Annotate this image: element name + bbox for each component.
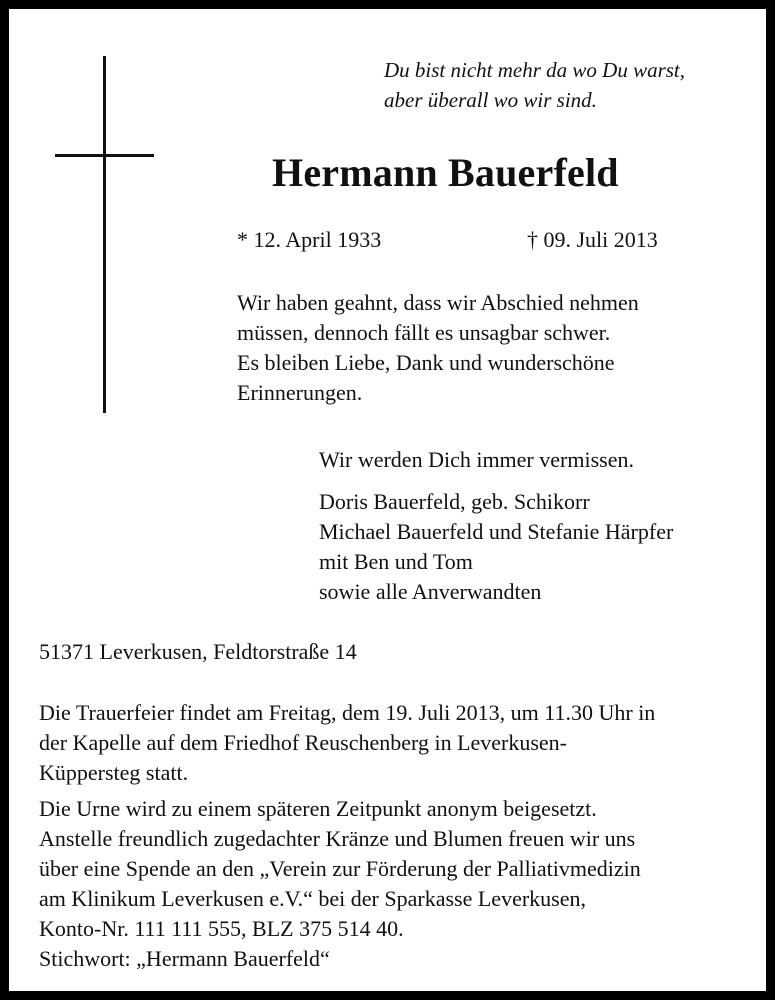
motto-line: Du bist nicht mehr da wo Du warst, bbox=[384, 58, 686, 82]
service-line: der Kapelle auf dem Friedhof Reuschenberg in Leverkusen- bbox=[39, 730, 568, 755]
address-line: 51371 Leverkusen, Feldtorstraße 14 bbox=[39, 639, 357, 664]
urn-info: Die Urne wird zu einem späteren Zeitpunkt anonym beigesetzt. bbox=[39, 796, 597, 821]
mourner-line: Michael Bauerfeld und Stefanie Härpfer bbox=[319, 519, 674, 544]
mourner-line: mit Ben und Tom bbox=[319, 549, 473, 574]
mourner-line: Doris Bauerfeld, geb. Schikorr bbox=[319, 489, 590, 514]
farewell-line: müssen, dennoch fällt es unsagbar schwer. bbox=[237, 320, 611, 345]
service-line: Küppersteg statt. bbox=[39, 760, 189, 785]
mourners-list bbox=[319, 487, 673, 607]
donation-line: Anstelle freundlich zugedachter Kränze und Blumen freuen wir uns bbox=[39, 826, 636, 851]
miss-line: Wir werden Dich immer vermissen. bbox=[319, 447, 634, 472]
motto-line: aber überall wo wir sind. bbox=[384, 88, 597, 112]
service-line: Die Trauerfeier findet am Freitag, dem 19. Juli 2013, um 11.30 Uhr in bbox=[39, 700, 656, 725]
donation-info bbox=[39, 824, 641, 974]
donation-line: Stichwort: „Hermann Bauerfeld“ bbox=[39, 946, 330, 971]
farewell-text bbox=[237, 288, 639, 408]
donation-line: Konto-Nr. 111 111 555, BLZ 375 514 40. bbox=[39, 916, 404, 941]
deceased-name: Hermann Bauerfeld bbox=[272, 150, 619, 195]
birth-date: * 12. April 1933 bbox=[237, 227, 382, 252]
funeral-service-info bbox=[39, 698, 655, 788]
cross-horizontal-bar bbox=[55, 154, 154, 157]
farewell-line: Erinnerungen. bbox=[237, 380, 363, 405]
farewell-line: Wir haben geahnt, dass wir Abschied nehmen bbox=[237, 290, 639, 315]
mourner-line: sowie alle Anverwandten bbox=[319, 579, 542, 604]
motto-quote bbox=[384, 55, 685, 115]
death-date: † 09. Juli 2013 bbox=[527, 227, 658, 252]
cross-vertical-bar bbox=[103, 56, 106, 413]
donation-line: am Klinikum Leverkusen e.V.“ bei der Sparkasse Leverkusen, bbox=[39, 886, 586, 911]
donation-line: über eine Spende an den „Verein zur Förderung der Palliativmedizin bbox=[39, 856, 641, 881]
farewell-line: Es bleiben Liebe, Dank und wunderschöne bbox=[237, 350, 615, 375]
